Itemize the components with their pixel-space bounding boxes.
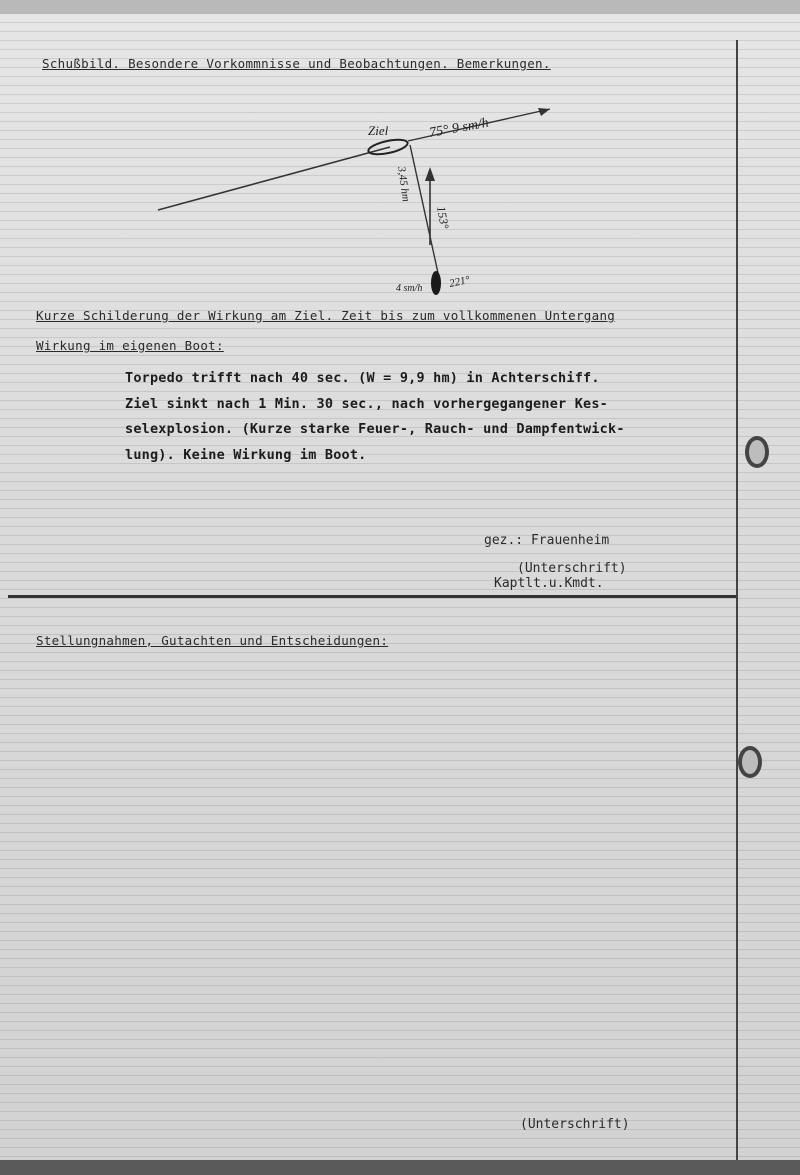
- target-track-line: [158, 147, 390, 210]
- bearing-arrow-icon: [425, 167, 435, 181]
- effect-heading: Kurze Schilderung der Wirkung am Ziel. Zeit bis zum vollkommenen Untergang: [36, 308, 616, 323]
- header-heading: Schußbild. Besondere Vorkommnisse und Beobachtungen. Bemerkungen.: [42, 56, 551, 71]
- shot-sketch: [140, 95, 570, 315]
- review-heading: Stellungnahmen, Gutachten und Entscheidungen:: [36, 633, 389, 648]
- effect-subheading: Wirkung im eigenen Boot:: [36, 338, 224, 353]
- torpedo-track-line: [410, 145, 438, 273]
- target-label: Ziel: [368, 123, 389, 138]
- report-line: lung). Keine Wirkung im Boot.: [125, 446, 367, 463]
- punch-hole: [745, 436, 769, 468]
- page-top-edge: [0, 0, 800, 14]
- right-margin-line: [736, 40, 738, 1160]
- range-label: 3,45 hm: [395, 165, 412, 203]
- page-bottom-edge: [0, 1160, 800, 1175]
- effect-report: [125, 366, 725, 468]
- report-line: selexplosion. (Kurze starke Feuer-, Rauch- und Dampfentwick-: [125, 421, 625, 437]
- course-arrow-icon: [538, 108, 550, 116]
- angle-label: 153°: [434, 205, 452, 230]
- report-line: Ziel sinkt nach 1 Min. 30 sec., nach vorhergegangener Kes-: [125, 395, 609, 412]
- signature-caption: (Unterschrift): [517, 561, 627, 576]
- course-label: 75° 9 sm/h: [428, 115, 490, 141]
- own-course-label: 221°: [448, 273, 472, 290]
- own-boat-symbol: [431, 271, 441, 295]
- punch-hole: [738, 746, 762, 778]
- report-line: Torpedo trifft nach 40 sec. (W = 9,9 hm) in Achterschiff.: [125, 370, 600, 386]
- signature-rank: Kaptlt.u.Kmdt.: [494, 576, 604, 591]
- speed-label: 4 sm/h: [396, 283, 423, 294]
- section-divider: [8, 595, 738, 598]
- signed-by: gez.: Frauenheim: [484, 533, 610, 548]
- review-signature-caption: (Unterschrift): [520, 1117, 630, 1132]
